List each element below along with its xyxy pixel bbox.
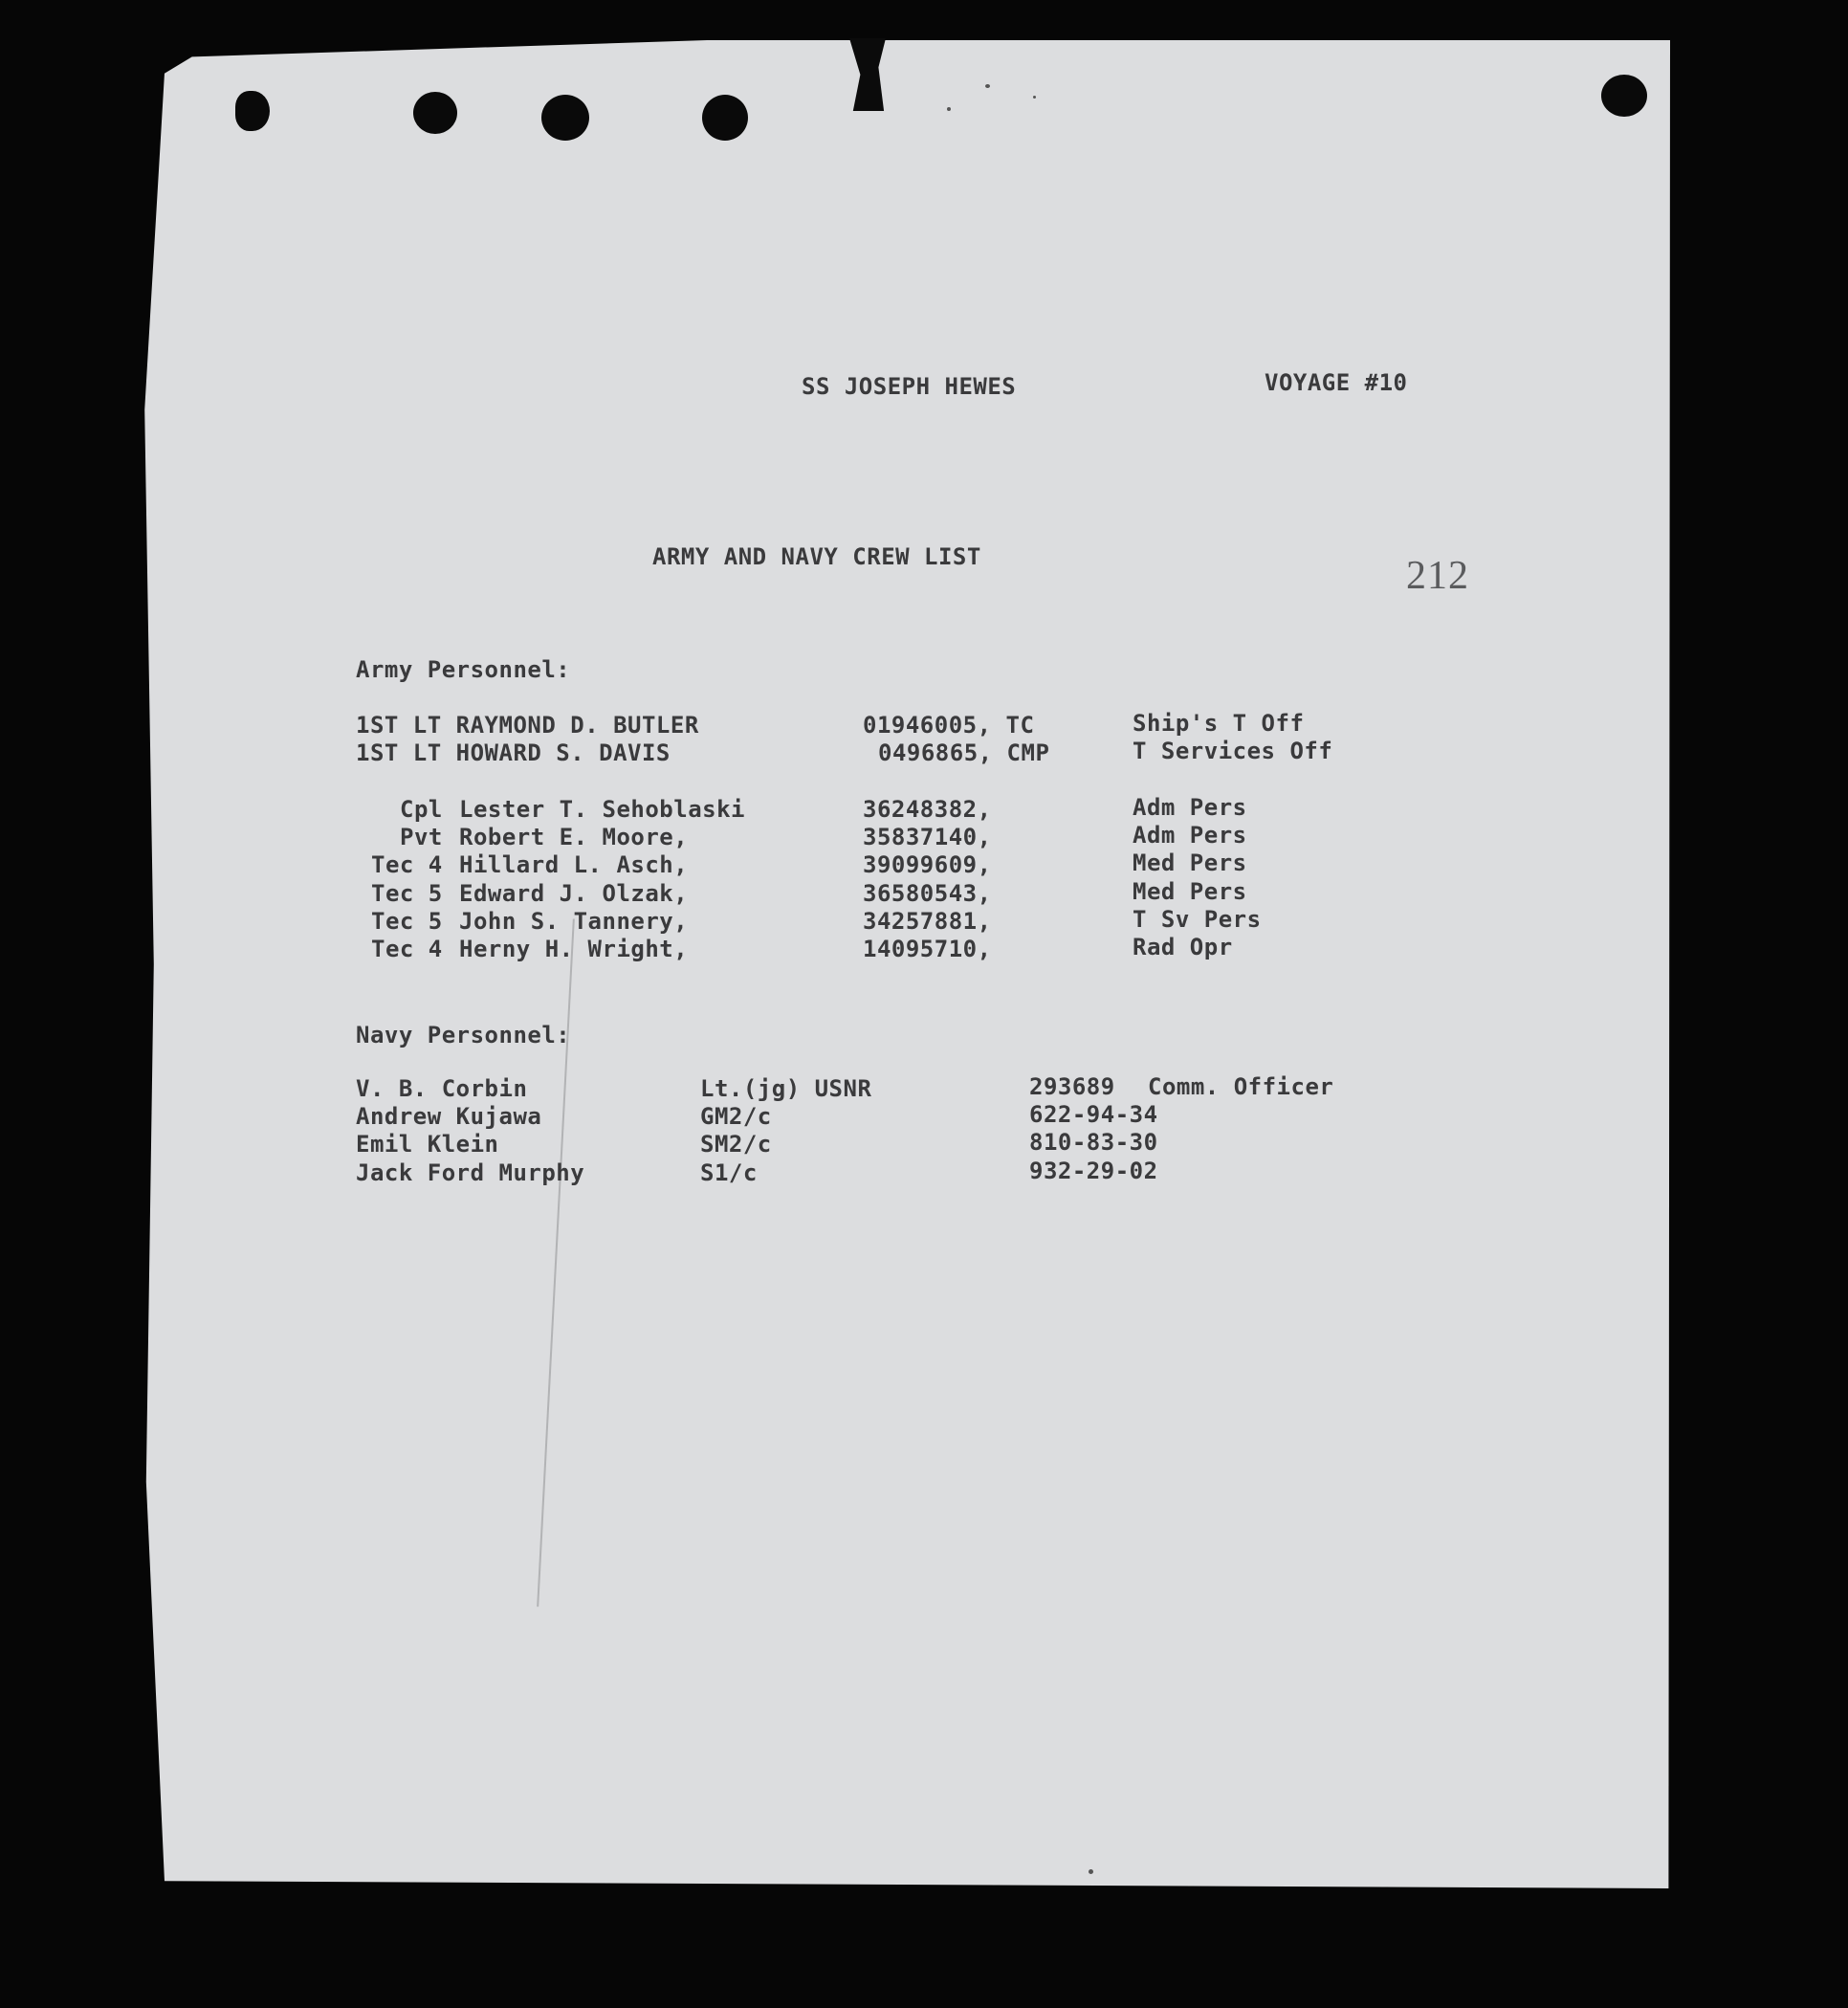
navy-name: V. B. Corbin <box>356 1075 528 1102</box>
speck <box>985 84 990 88</box>
enlisted-serial: 35837140, <box>863 824 992 850</box>
punch-hole-5 <box>1601 75 1647 117</box>
navy-name: Emil Klein <box>356 1131 499 1158</box>
navy-rate: Lt.(jg) USNR <box>700 1075 872 1102</box>
enlisted-duty: Med Pers <box>1133 850 1247 876</box>
officer-name: 1ST LT RAYMOND D. BUTLER <box>356 712 699 739</box>
voyage-number: VOYAGE #10 <box>1265 369 1408 396</box>
navy-number: 932-29-02 <box>1029 1158 1158 1184</box>
navy-rate: GM2/c <box>700 1103 772 1130</box>
navy-number: 293689 <box>1029 1073 1115 1100</box>
enlisted-duty: Adm Pers <box>1133 822 1247 849</box>
navy-number: 622-94-34 <box>1029 1101 1158 1128</box>
army-heading: Army Personnel: <box>356 656 571 683</box>
punch-hole-3 <box>541 95 589 141</box>
enlisted-name: Herny H. Wright, <box>459 936 689 962</box>
officer-name: 1ST LT HOWARD S. DAVIS <box>356 739 671 766</box>
enlisted-duty: Adm Pers <box>1133 794 1247 821</box>
ship-name: SS JOSEPH HEWES <box>802 373 1017 400</box>
navy-name: Andrew Kujawa <box>356 1103 542 1130</box>
enlisted-rank: Pvt <box>400 824 443 850</box>
enlisted-rank: Tec 4 <box>371 936 443 962</box>
enlisted-serial: 39099609, <box>863 851 992 878</box>
enlisted-duty: Rad Opr <box>1133 934 1233 960</box>
enlisted-rank: Tec 4 <box>371 851 443 878</box>
enlisted-serial: 36248382, <box>863 796 992 823</box>
enlisted-rank: Tec 5 <box>371 908 443 935</box>
enlisted-duty: Med Pers <box>1133 878 1247 905</box>
speck <box>947 107 951 111</box>
punch-hole-2 <box>413 92 457 134</box>
document-page <box>142 40 1670 1888</box>
officer-serial: 0496865, CMP <box>878 739 1050 766</box>
page-number: 212 <box>1406 554 1469 598</box>
officer-duty: T Services Off <box>1133 738 1333 764</box>
enlisted-serial: 36580543, <box>863 880 992 907</box>
navy-rate: S1/c <box>700 1159 758 1186</box>
document-title: ARMY AND NAVY CREW LIST <box>652 543 981 570</box>
enlisted-rank: Tec 5 <box>371 880 443 907</box>
enlisted-name: Hillard L. Asch, <box>459 851 689 878</box>
enlisted-serial: 34257881, <box>863 908 992 935</box>
navy-name: Jack Ford Murphy <box>356 1159 585 1186</box>
punch-hole-1 <box>235 91 270 131</box>
enlisted-rank: Cpl <box>400 796 443 823</box>
navy-role: Comm. Officer <box>1148 1073 1334 1100</box>
officer-duty: Ship's T Off <box>1133 710 1305 737</box>
enlisted-name: Lester T. Sehoblaski <box>459 796 745 823</box>
navy-number: 810-83-30 <box>1029 1129 1158 1156</box>
navy-heading: Navy Personnel: <box>356 1022 571 1048</box>
speck <box>1089 1869 1093 1874</box>
enlisted-name: John S. Tannery, <box>459 908 689 935</box>
officer-serial: 01946005, TC <box>863 712 1035 739</box>
navy-rate: SM2/c <box>700 1131 772 1158</box>
enlisted-name: Robert E. Moore, <box>459 824 689 850</box>
speck <box>1033 96 1036 99</box>
enlisted-serial: 14095710, <box>863 936 992 962</box>
punch-hole-4 <box>702 95 748 141</box>
enlisted-name: Edward J. Olzak, <box>459 880 689 907</box>
enlisted-duty: T Sv Pers <box>1133 906 1262 933</box>
